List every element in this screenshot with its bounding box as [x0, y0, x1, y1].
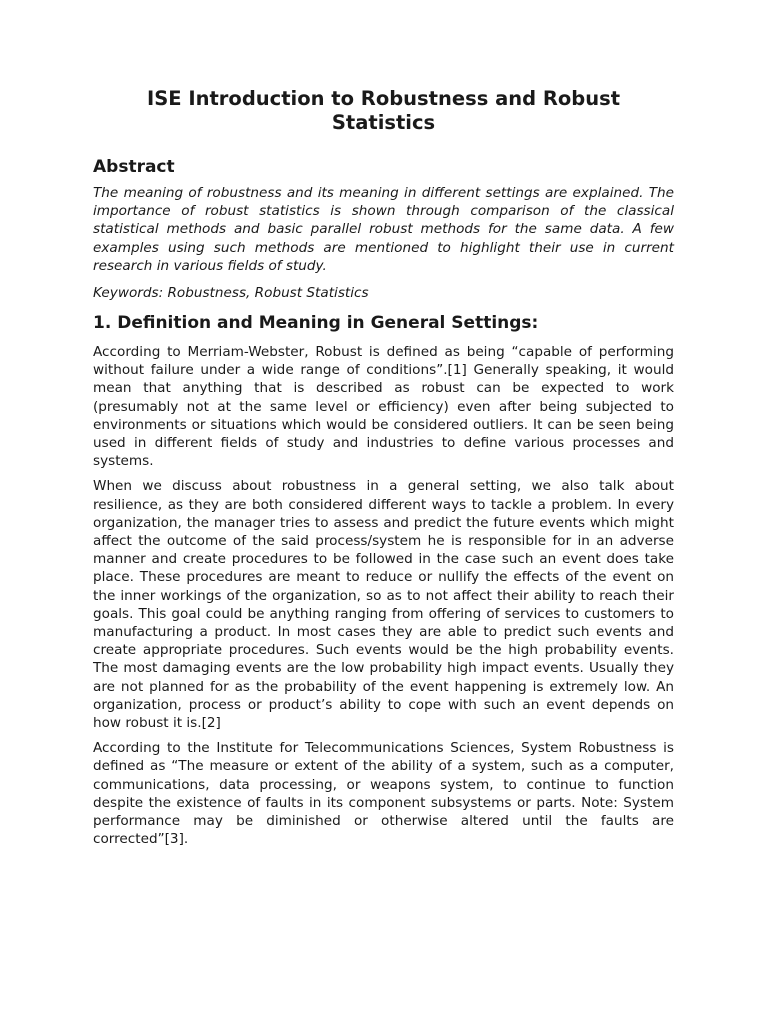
paragraph-2: When we discuss about robustness in a general setting, we also talk about resilience, as they are both considered different ways to tackle a problem. In every organization, the manager tries to assess and predict the future events which might affect the outcome of the said process/system he is responsible for in an adverse manner and create procedures to be followed in the case such an event does take place. These procedures are meant to reduce or nullify the effects of the event on the inner workings of the organization, so as to not affect their ability to reach their goals. This goal could be anything ranging from offering of services to customers to manufacturing a product. In most cases they are able to predict such events and create appropriate procedures. Such events would be the high probability events. The most damaging events are the low probability high impact events. Usually they are not planned for as the probability of the event happening is extremely low. An organization, process or product’s ability to cope with such an event depends on how robust it is.[2] [93, 478, 674, 732]
abstract-text: The meaning of robustness and its meaning in different settings are explained. The importance of robust statistics is shown through comparison of the classical statistical methods and basic parallel robust methods for the same data. A few examples using such methods are mentioned to highlight their use in current research in various fields of study. [93, 185, 674, 274]
abstract-heading: Abstract [93, 157, 175, 177]
paragraph-3: According to the Institute for Telecommunications Sciences, System Robustness is defined as “The measure or extent of the ability of a system, such as a computer, communications, data processing, or weapons system, to continue to function despite the existence of faults in its component subsystems or parts. Note: System performance may be diminished or otherwise altered until the faults are corrected”[3]. [93, 740, 674, 848]
keywords: Keywords: Robustness, Robust Statistics [93, 285, 369, 302]
section-heading: 1. Definition and Meaning in General Settings: [93, 313, 539, 334]
paragraph-1: According to Merriam-Webster, Robust is defined as being “capable of performing without failure under a wide range of conditions”.[1] Generally speaking, it would mean that anything that is described as robust can be expected to work (presumably not at the same level or efficiency) even after being subjected to environments or situations which would be considered outliers. It can be seen being used in different fields of study and industries to define various processes and systems. [93, 344, 674, 470]
document-title: ISE Introduction to Robustness and Robust Statistics [146, 87, 621, 134]
